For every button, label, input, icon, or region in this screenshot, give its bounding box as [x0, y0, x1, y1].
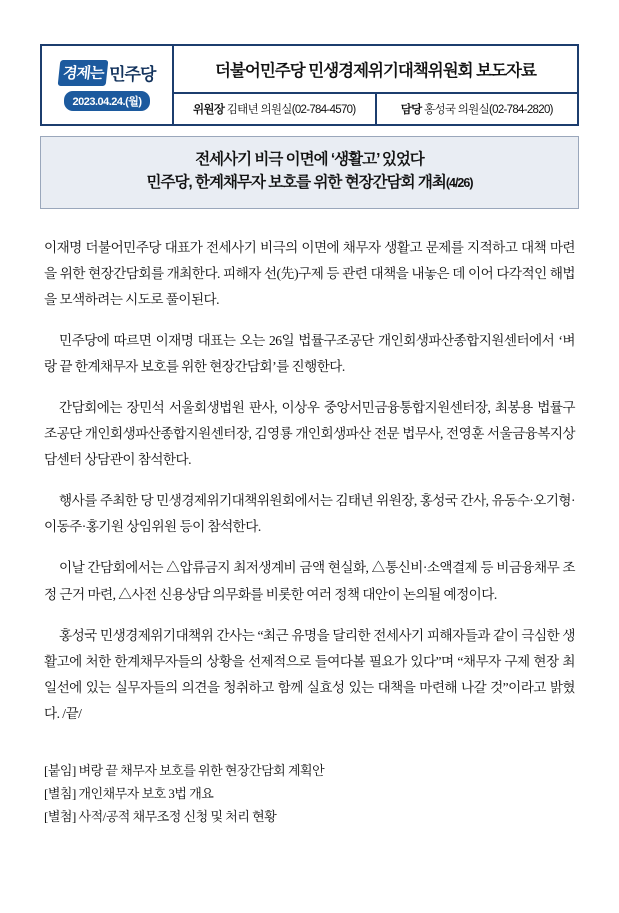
paragraph: 홍성국 민생경제위기대책위 간사는 “최근 유명을 달리한 전세사기 피해자들과 같이 극심한 생활고에 처한 한계채무자들의 상황을 선제적으로 들여다볼 필요가 있다”며 “채무자 구제 현장 최일선에 있는 실무자들의 의견을 청취하고 함께 실효성 있는 대책을 마련해 나갈 것”이라고 밝혔다. /끝/ [44, 627, 575, 721]
contact-chairperson-detail: 김태년 의원실(02-784-4570) [226, 104, 356, 116]
header-right-block [174, 46, 577, 124]
attachment-item: [별침] 개인채무자 보호 3법 개요 [44, 786, 214, 802]
contact-chairperson [174, 94, 377, 124]
paragraph: 이날 간담회에서는 △압류금지 최저생계비 금액 현실화, △통신비·소액결제 등 비금융채무 조정 근거 마련, △사전 신용상담 의무화를 비롯한 여러 정책 대안이 논의될 예정이다. [44, 560, 575, 602]
party-logo [59, 60, 156, 86]
attachment-item: [별첨] 사적/공적 채무조정 신청 및 처리 현황 [44, 809, 277, 825]
paragraph: 간담회에는 장민석 서울회생법원 판사, 이상우 중앙서민금융통합지원센터장, 최봉용 법률구조공단 개인회생파산종합지원센터장, 김영룡 개인회생파산 전문 법무사, 전영훈 서울금융복지상담센터 상담관이 참석한다. [44, 399, 575, 468]
paragraph: 이재명 더불어민주당 대표가 전세사기 비극의 이면에 채무자 생활고 문제를 지적하고 대책 마련을 위한 현장간담회를 개최한다. 피해자 선(先)구제 등 관련 대책을 내놓은 데 이어 다각적인 해법을 모색하려는 시도로 풀이된다. [44, 239, 575, 307]
contact-chairperson-role: 위원장 [193, 104, 225, 116]
logo-party-name: 민주당 [109, 65, 156, 84]
party-logo-cell [42, 46, 174, 124]
logo-mark-text: 경제는 [57, 60, 108, 86]
contact-staff-role: 담당 [400, 104, 422, 116]
headline-line-2 [47, 171, 572, 194]
release-date-badge: 2023.04.24.(월) [64, 91, 149, 111]
attachment-item: [붙임] 벼랑 끝 채무자 보호를 위한 현장간담회 계획안 [44, 763, 325, 778]
paragraph: 민주당에 따르면 이재명 대표는 오는 26일 법률구조공단 개인회생파산종합지원센터에서 ‘벼랑 끝 한계채무자 보호를 위한 현장간담회’를 진행한다. [44, 332, 575, 374]
contact-row [174, 94, 577, 124]
headline-date-suffix: (4/26) [445, 176, 473, 191]
press-release-page [0, 44, 619, 913]
contact-staff [377, 94, 578, 124]
document-header [40, 44, 579, 126]
headline-line-1: 전세사기 비극 이면에 ‘생활고’ 있었다 [195, 151, 424, 168]
contact-staff-detail: 홍성국 의원실(02-784-2820) [424, 104, 553, 116]
attachment-list [44, 759, 575, 828]
document-title: 더불어민주당 민생경제위기대책위원회 보도자료 [174, 46, 577, 94]
headline-box [40, 136, 579, 209]
headline-line-2-main: 민주당, 한계채무자 보호를 위한 현장간담회 개최 [146, 174, 446, 192]
article-body [44, 235, 575, 728]
paragraph: 행사를 주최한 당 민생경제위기대책위원회에서는 김태년 위원장, 홍성국 간사, 유동수·오기형·이동주·홍기원 상임위원 등이 참석한다. [44, 493, 575, 535]
